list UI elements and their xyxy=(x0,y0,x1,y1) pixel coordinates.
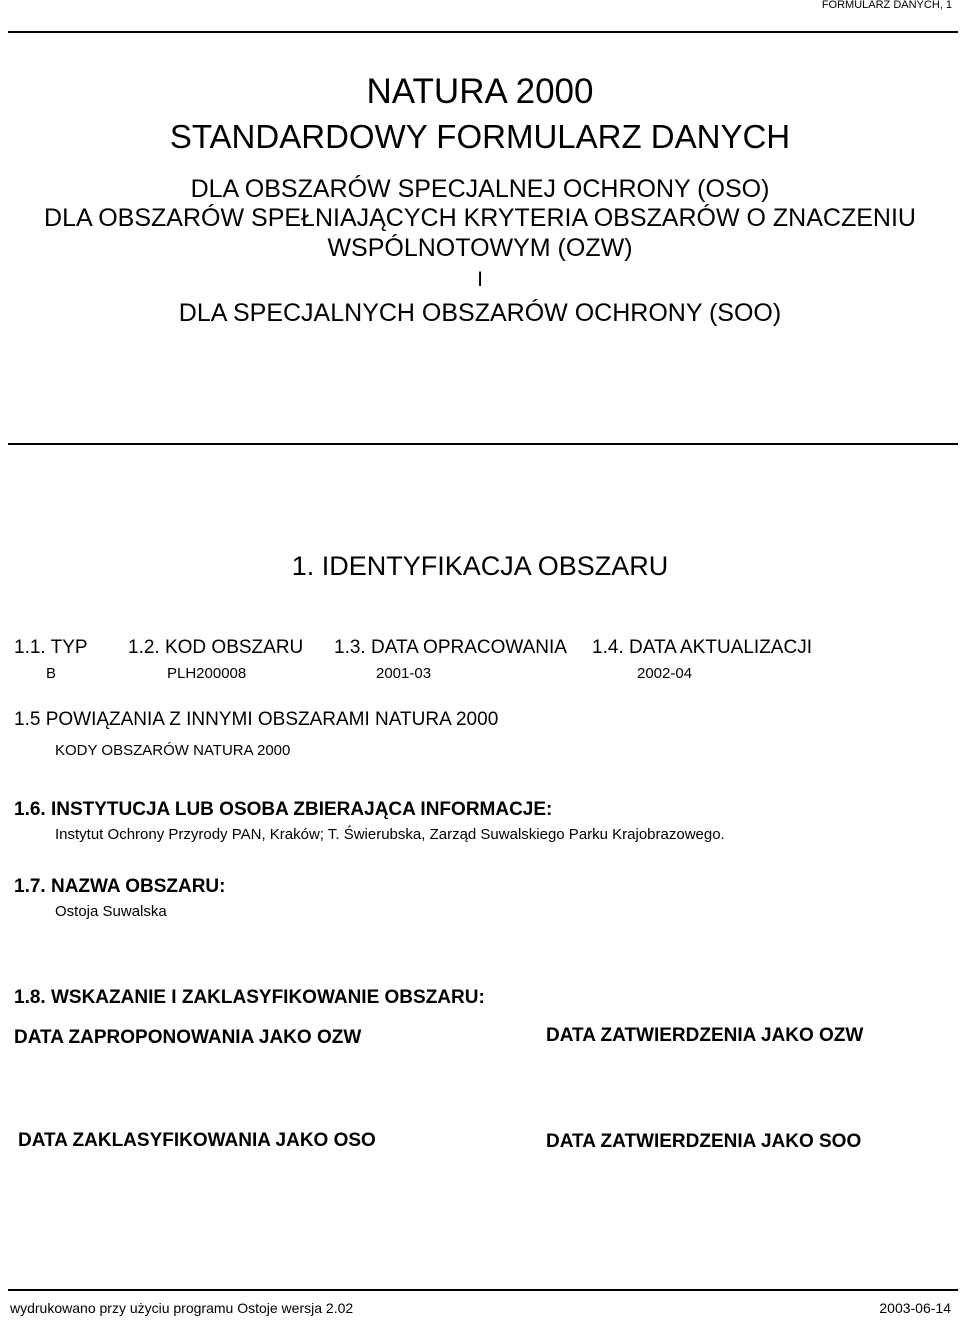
relations-label: 1.5 POWIĄZANIA Z INNYMI OBSZARAMI NATURA 2000 xyxy=(14,709,499,730)
spa-classification-date-label: DATA ZAKLASYFIKOWANIA JAKO OSO xyxy=(18,1130,376,1151)
respondent-value: Instytut Ochrony Przyrody PAN, Kraków; T. Świerubska, Zarząd Suwalskiego Parku Krajobrazowego. xyxy=(55,826,725,843)
document-title: NATURA 2000 xyxy=(366,72,594,111)
designation-label: 1.8. WSKAZANIE I ZAKLASYFIKOWANIE OBSZARU: xyxy=(14,987,485,1008)
document-subtitle: STANDARDOWY FORMULARZ DANYCH xyxy=(169,118,791,155)
sac-designation-date-label: DATA ZATWIERDZENIA JAKO SOO xyxy=(546,1131,862,1152)
relations-codes-label: KODY OBSZARÓW NATURA 2000 xyxy=(55,742,291,759)
scope-line-1: DLA OBSZARÓW SPECJALNEJ OCHRONY (OSO) xyxy=(190,175,770,203)
compilation-date-value: 2001-03 xyxy=(376,665,432,682)
type-value: B xyxy=(46,665,57,682)
scope-line-3: WSPÓLNOTOWYM (OZW) xyxy=(327,234,633,262)
proposed-sci-date-label: DATA ZAPROPONOWANIA JAKO OZW xyxy=(14,1027,362,1048)
site-name-label: 1.7. NAZWA OBSZARU: xyxy=(14,876,226,897)
site-code-value: PLH200008 xyxy=(167,665,247,682)
respondent-label: 1.6. INSTYTUCJA LUB OSOBA ZBIERAJĄCA INFORMACJE: xyxy=(14,799,553,820)
site-name-value: Ostoja Suwalska xyxy=(55,903,167,920)
running-header: FORMULARZ DANYCH, 1 xyxy=(821,0,952,11)
top-divider xyxy=(8,31,958,33)
compilation-date-label: 1.3. DATA OPRACOWANIA xyxy=(334,637,567,658)
site-code-label: 1.2. KOD OBSZARU xyxy=(128,637,304,658)
update-date-value: 2002-04 xyxy=(637,665,693,682)
scope-line-5: DLA SPECJALNYCH OBSZARÓW OCHRONY (SOO) xyxy=(178,299,782,327)
section-heading: 1. IDENTYFIKACJA OBSZARU xyxy=(291,551,669,581)
scope-line-2: DLA OBSZARÓW SPEŁNIAJĄCYCH KRYTERIA OBSZARÓW O ZNACZENIU xyxy=(44,204,916,232)
footer-divider xyxy=(8,1289,958,1291)
footer-program-note: wydrukowano przy użyciu programu Ostoje wersja 2.02 xyxy=(10,1300,354,1316)
update-date-label: 1.4. DATA AKTUALIZACJI xyxy=(592,637,812,658)
confirmed-sci-date-label: DATA ZATWIERDZENIA JAKO OZW xyxy=(546,1025,864,1046)
section-divider xyxy=(8,443,958,445)
footer-print-date: 2003-06-14 xyxy=(879,1300,951,1316)
type-label: 1.1. TYP xyxy=(14,637,88,658)
scope-line-4: I xyxy=(477,268,483,291)
